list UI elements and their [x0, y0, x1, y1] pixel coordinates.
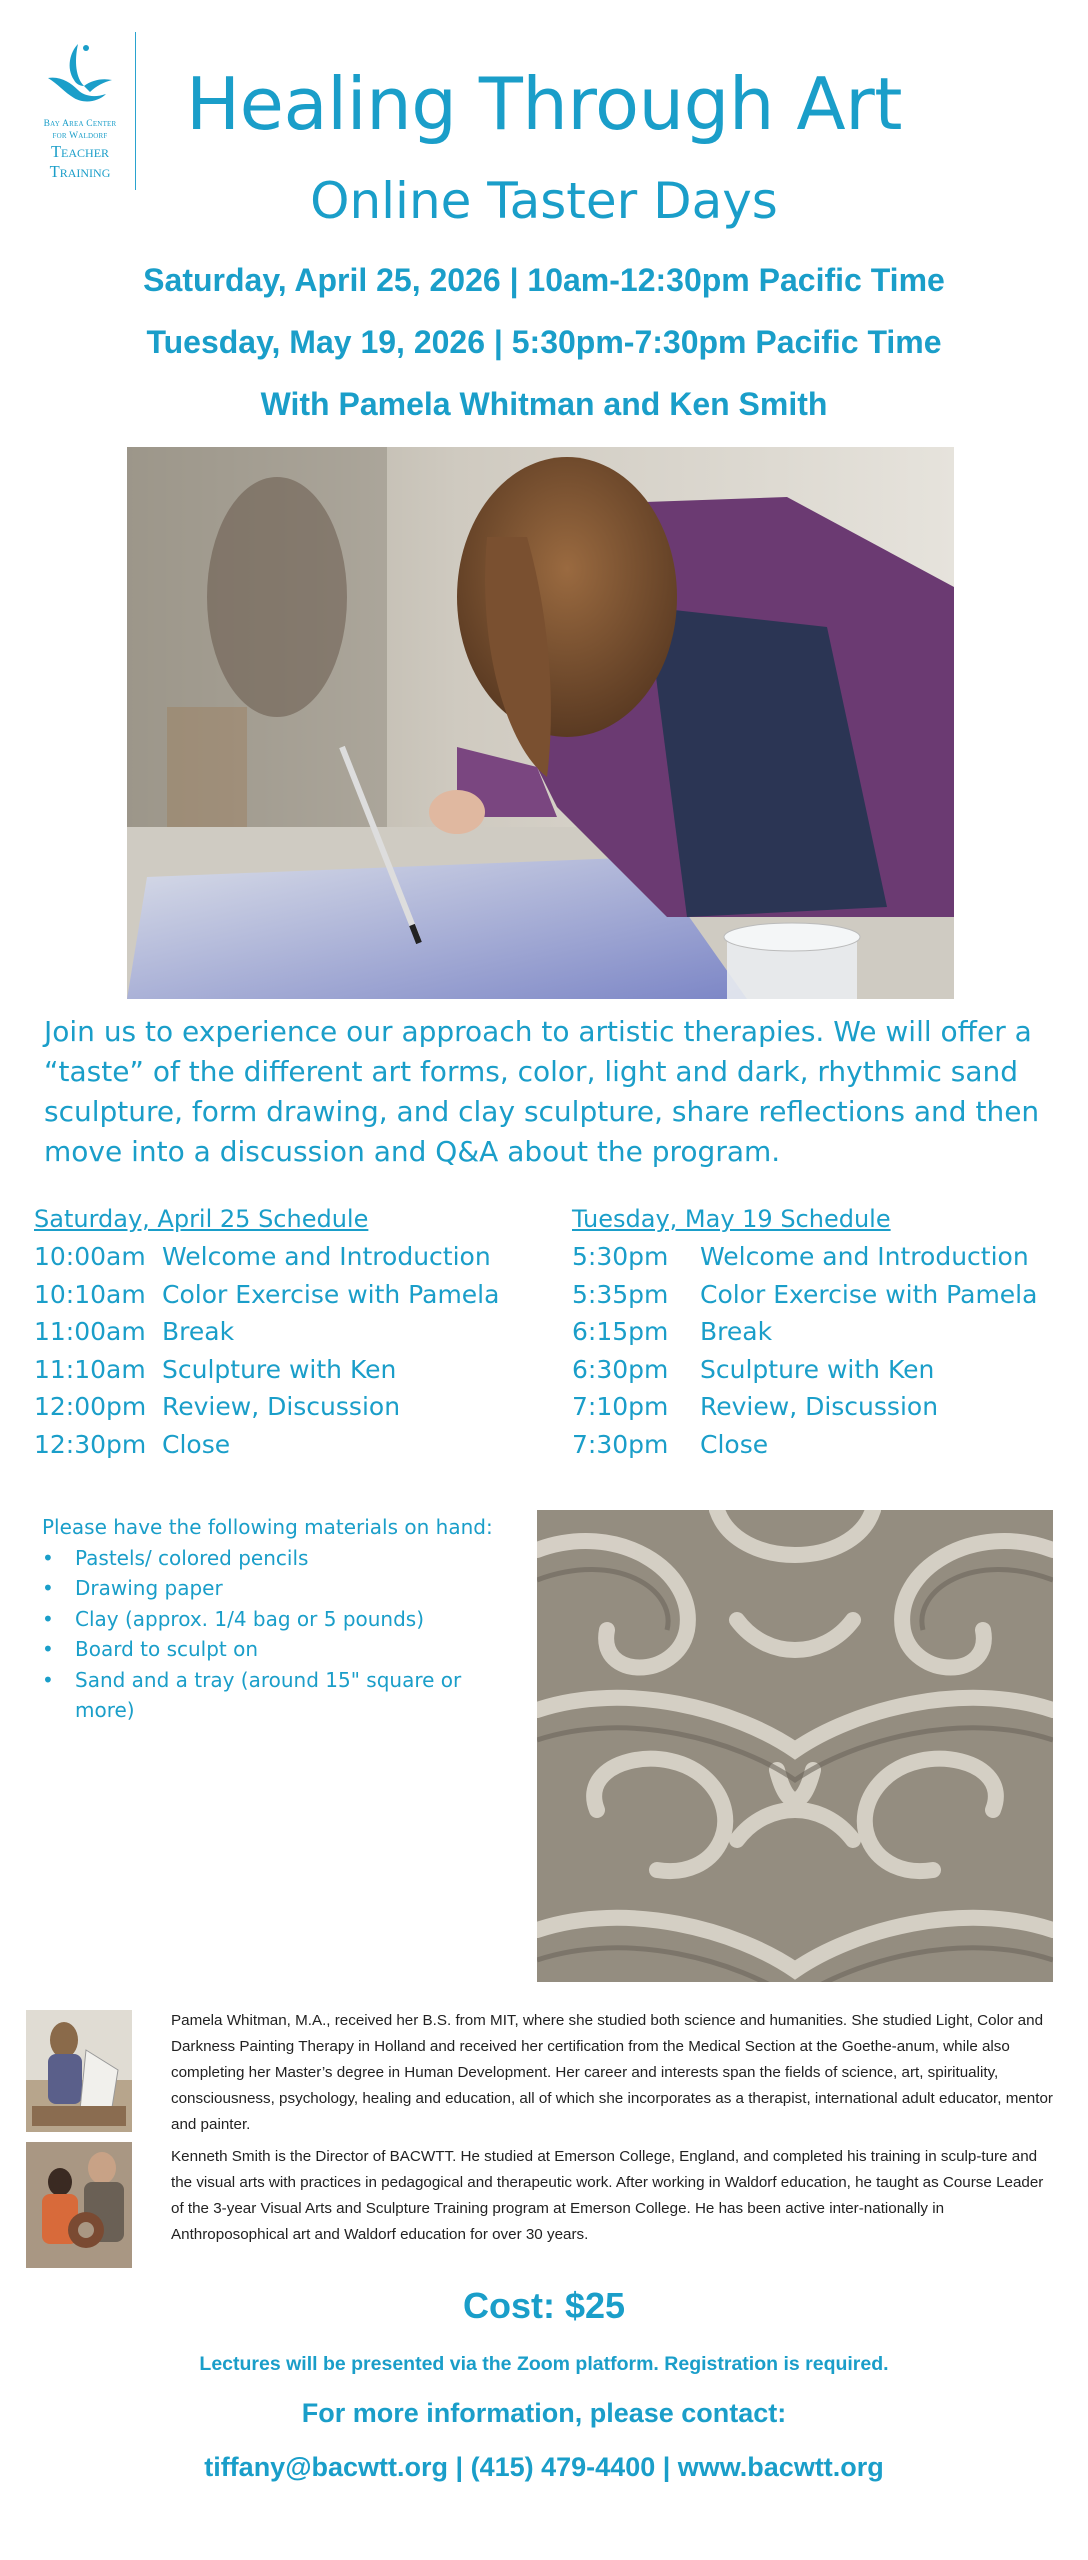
schedule-activity: Break — [162, 1317, 235, 1346]
list-item: • Sand and a tray (around 15" square or more) — [42, 1665, 512, 1726]
logo-line-2: for Waldorf — [52, 131, 108, 141]
zoom-note: Lectures will be presented via the Zoom platform. Registration is required. — [199, 2353, 889, 2375]
date-line-1: Saturday, April 25, 2026 | 10am-12:30pm Pacific Time — [143, 262, 945, 298]
schedule-row — [34, 1426, 554, 1464]
bullet-icon: • — [42, 1667, 54, 1692]
schedule-time: 12:30pm — [34, 1429, 147, 1459]
schedule-row — [572, 1238, 1088, 1276]
schedule-activity: Review, Discussion — [162, 1392, 401, 1421]
sand-sculpture-photo — [537, 1510, 1053, 1982]
schedule-activity: Sculpture with Ken — [162, 1354, 397, 1384]
ken-bio: Kenneth Smith is the Director of BACWTT. He studied at Emerson College, England, and completed his training in sculp-ture and the visual arts with practices in pedagogical and therapeutic work. After working in Waldorf education, he taught as Course Leader of the 3-year Visual Arts and Sculpture Training program at Emerson College. He has been active inter-nationally in Anthroposophical art and Waldorf education for over 30 years. — [171, 2148, 1044, 2243]
bullet-icon: • — [42, 1576, 54, 1600]
schedule-time: 7:30pm — [572, 1429, 669, 1459]
bullet-icon: • — [42, 1606, 54, 1631]
schedule-row — [572, 1426, 1088, 1464]
bullet-icon: • — [42, 1637, 54, 1661]
logo-line-4: Training — [49, 162, 111, 181]
painting-photo — [127, 447, 954, 999]
schedule-activity: Color Exercise with Pamela — [700, 1279, 1038, 1309]
list-item: • Drawing paper — [42, 1573, 512, 1604]
schedule-activity: Sculpture with Ken — [700, 1354, 935, 1384]
schedule-time: 5:35pm — [572, 1279, 669, 1309]
logo-line-3: Teacher — [50, 142, 110, 161]
schedule-time: 10:10am — [34, 1279, 146, 1309]
page-title: Healing Through Art — [186, 62, 902, 146]
contact-line[interactable]: tiffany@bacwtt.org | (415) 479-4400 | www.bacwtt.org — [204, 2452, 884, 2482]
schedule-time: 11:10am — [34, 1354, 146, 1384]
schedule-time: 6:30pm — [572, 1354, 669, 1384]
intro-paragraph: Join us to experience our approach to artistic therapies. We will offer a “taste” of the different art forms, color, light and dark, rhythmic sand sculpture, form drawing, and clay sculpture, share reflections and then move into a discussion and Q&A about the program. — [44, 1015, 1040, 1168]
schedule-saturday — [34, 1200, 554, 1463]
list-item: • Pastels/ colored pencils — [42, 1543, 512, 1574]
schedule-row — [34, 1313, 554, 1351]
schedule-time: 5:30pm — [572, 1242, 669, 1271]
schedule-activity: Review, Discussion — [700, 1392, 939, 1421]
schedule-time: 6:15pm — [572, 1317, 669, 1346]
schedule-time: 7:10pm — [572, 1392, 669, 1421]
schedule-activity: Close — [700, 1429, 769, 1459]
schedule-activity: Welcome and Introduction — [700, 1242, 1029, 1271]
schedule-tuesday — [572, 1200, 1088, 1463]
materials-list — [42, 1512, 512, 1726]
list-item: • Board to sculpt on — [42, 1634, 512, 1665]
cost-text: Cost: $25 — [462, 2285, 626, 2326]
schedule-time: 11:00am — [34, 1317, 146, 1346]
schedule-time: 10:00am — [34, 1242, 146, 1271]
schedule-row — [34, 1351, 554, 1389]
schedule-row — [572, 1313, 1088, 1351]
logo-line-1: Bay Area Center — [43, 119, 117, 129]
schedule-row — [572, 1388, 1088, 1426]
schedule-row — [572, 1276, 1088, 1314]
page-subtitle: Online Taster Days — [310, 172, 778, 230]
schedule-heading: Tuesday, May 19 Schedule — [572, 1205, 891, 1233]
date-line-2: Tuesday, May 19, 2026 | 5:30pm-7:30pm Pacific Time — [146, 324, 942, 360]
presenters-line: With Pamela Whitman and Ken Smith — [260, 386, 828, 422]
schedule-row — [34, 1388, 554, 1426]
list-item: • Clay (approx. 1/4 bag or 5 pounds) — [42, 1604, 512, 1635]
contact-heading: For more information, please contact: — [301, 2398, 787, 2428]
schedule-row — [34, 1276, 554, 1314]
bullet-icon: • — [42, 1545, 54, 1570]
pamela-photo — [26, 2010, 132, 2132]
schedule-time: 12:00pm — [34, 1392, 147, 1421]
pamela-bio: Pamela Whitman, M.A., received her B.S. from MIT, where she studied both science and humanities. She studied Light, Color and Darkness Painting Therapy in Holland and received her certification from the Medical Section at the Goethe-anum, while also completing her Master’s degree in Human Development. Her career and interests span the fields of science, art, spirituality, consciousness, psychology, healing and education, all of which she incorporates as a therapist, international adult educator, mentor and painter. — [171, 2012, 1053, 2133]
schedule-activity: Close — [162, 1429, 231, 1459]
schedule-heading: Saturday, April 25 Schedule — [34, 1205, 369, 1233]
schedule-activity: Color Exercise with Pamela — [162, 1279, 500, 1309]
schedule-activity: Break — [700, 1317, 773, 1346]
schedule-row — [34, 1238, 554, 1276]
schedule-activity: Welcome and Introduction — [162, 1242, 491, 1271]
schedule-row — [572, 1351, 1088, 1389]
ken-photo — [26, 2142, 132, 2268]
materials-heading: Please have the following materials on hand: — [42, 1515, 493, 1539]
